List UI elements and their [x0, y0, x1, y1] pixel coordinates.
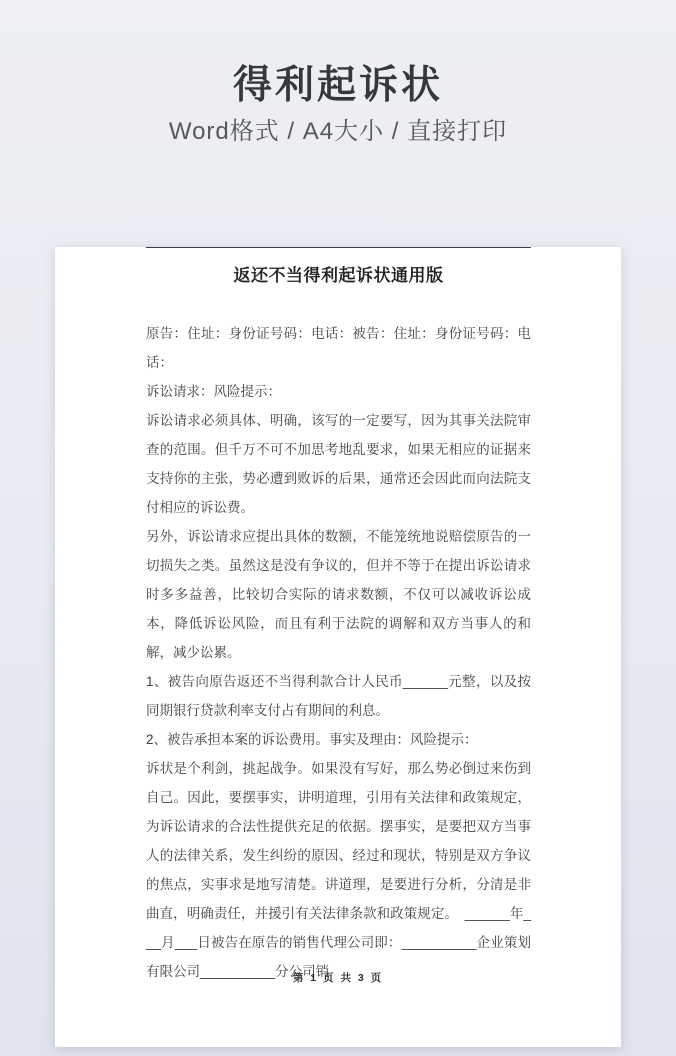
document-paragraph: 原告：住址：身份证号码：电话：被告：住址：身份证号码：电话：: [146, 326, 531, 370]
page-header: [0, 0, 676, 187]
header-subtitle: Word格式 / A4大小 / 直接打印: [168, 118, 508, 145]
document-page: [55, 247, 621, 1047]
document-title: 返还不当得利起诉状通用版: [233, 266, 444, 285]
document-paragraph: 另外，诉讼请求应提出具体的数额，不能笼统地说赔偿原告的一切损失之类。虽然这是没有争议的，但并不等于在提出诉讼请求时多多益善，比较切合实际的请求数额，不仅可以减收诉讼成本，降低诉讼风险，而且有利于法院的调解和双方当事人的和解，减少讼累。: [146, 529, 531, 660]
document-paragraph: 诉讼请求：风险提示：: [146, 384, 281, 399]
document-body: [146, 319, 531, 986]
document-paragraph: 2、被告承担本案的诉讼费用。事实及理由：风险提示：: [146, 732, 478, 747]
header-title: 得利起诉状: [232, 64, 443, 107]
document-paragraph: 诉讼请求必须具体、明确，该写的一定要写，因为其事关法院审查的范围。但千万不可不加思考地乱要求，如果无相应的证据来支持你的主张，势必遭到败诉的后果，通常还会因此而向法院支付相应的诉讼费。: [146, 413, 531, 515]
document-divider: [146, 247, 531, 248]
page-number-indicator: 第 1 页 共 3 页: [292, 972, 384, 984]
document-paragraph: 1、被告向原告返还不当得利款合计人民币______元整，以及按同期银行贷款利率支付占有期间的利息。: [146, 674, 531, 718]
document-paragraph: 诉状是个利剑，挑起战争。如果没有写好，那么势必倒过来伤到自己。因此，要摆事实，讲明道理，引用有关法律和政策规定，为诉讼请求的合法性提供充足的依据。摆事实，是要把双方当事人的法律关系，发生纠纷的原因、经过和现状，特别是双方争议的焦点，实事求是地写清楚。讲道理，是要进行分析，分清是非曲直，明确责任，并援引有关法律条款和政策规定。 ______年___月___日被告在原告的销售代理公司即：__________企业策划有限公司__________分公司销: [146, 761, 531, 979]
